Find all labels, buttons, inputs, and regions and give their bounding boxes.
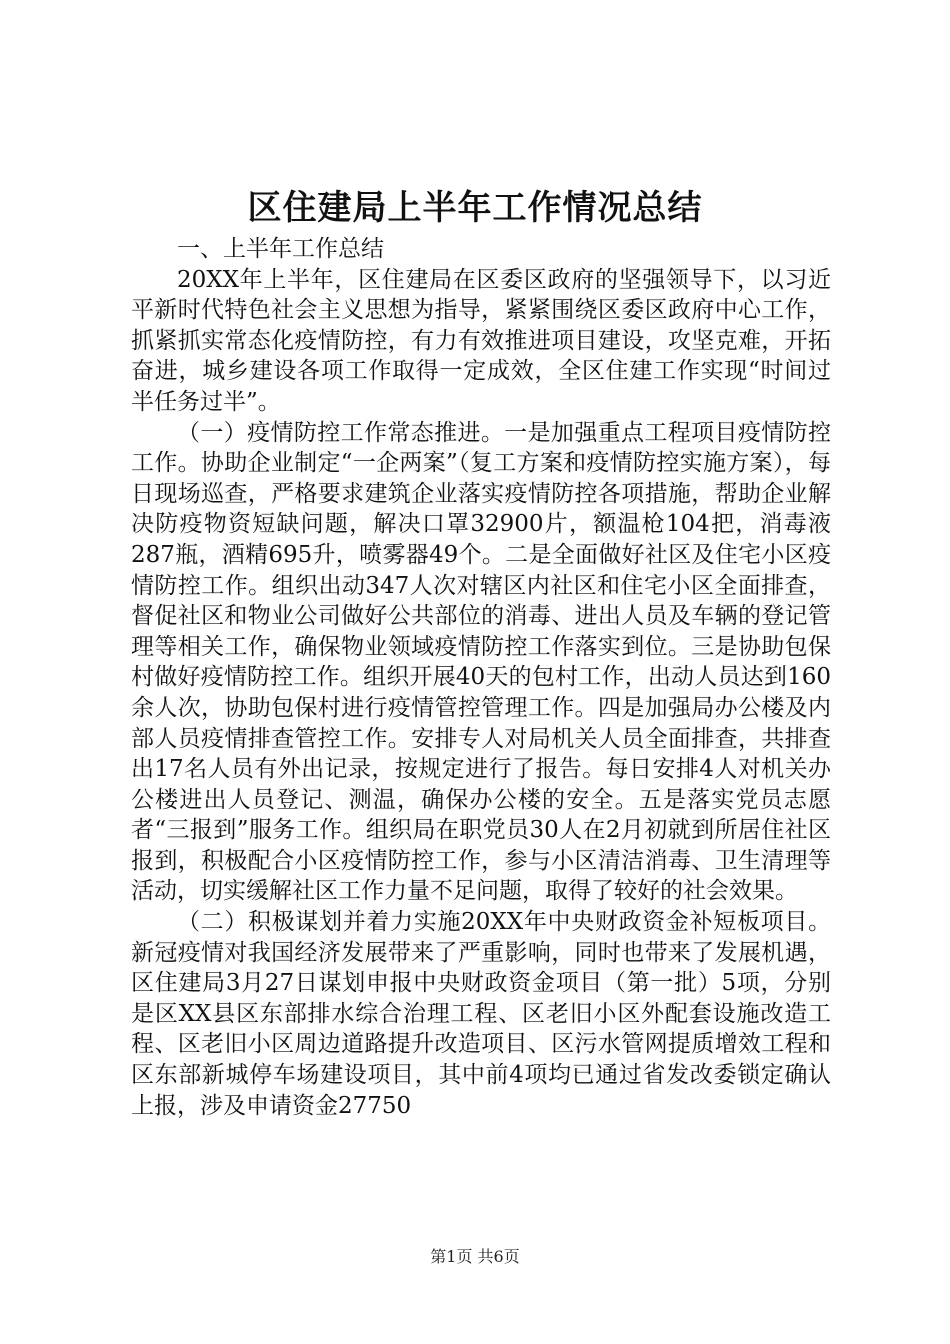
section-heading: 一、上半年工作总结 (177, 236, 384, 262)
document-title: 区住建局上半年工作情况总结 (247, 188, 703, 228)
paragraph-intro: 20XX年上半年，区住建局在区委区政府的坚强领导下，以习近平新时代特色社会主义思想为指导，紧紧围绕区委区政府中心工作，抓紧抓实常态化疫情防控，有力有效推进项目建设，攻坚克难，开拓奋进，城乡建设各项工作取得一定成效，全区住建工作实现“时间过半任务过半”。 (131, 266, 831, 415)
document-body (131, 234, 831, 1121)
paragraph-central-funds: （二）积极谋划并着力实施20XX年中央财政资金补短板项目。新冠疫情对我国经济发展带来了严重影响，同时也带来了发展机遇，区住建局3月27日谋划申报中央财政资金项目（第一批）5项，分别是区XX县区东部排水综合治理工程、区老旧小区外配套设施改造工程、区老旧小区周边道路提升改造项目、区污水管网提质增效工程和区东部新城停车场建设项目，其中前4项均已通过省发改委锁定确认上报，涉及申请资金27750 (131, 909, 831, 1119)
paragraph-epidemic-control: （一）疫情防控工作常态推进。一是加强重点工程项目疫情防控工作。协助企业制定“一企两案”（复工方案和疫情防控实施方案），每日现场巡查，严格要求建筑企业落实疫情防控各项措施，帮助企业解决防疫物资短缺问题，解决口罩32900片，额温枪104把，消毒液287瓶，酒精695升，喷雾器49个。二是全面做好社区及住宅小区疫情防控工作。组织出动347人次对辖区内社区和住宅小区全面排查，督促社区和物业公司做好公共部位的消毒、进出人员及车辆的登记管理等相关工作，确保物业领域疫情防控工作落实到位。三是协助包保村做好疫情防控工作。组织开展40天的包村工作，出动人员达到160余人次，协助包保村进行疫情管控管理工作。四是加强局办公楼及内部人员疫情排查管控工作。安排专人对局机关人员全面排查，共排查出17名人员有外出记录，按规定进行了报告。每日安排4人对机关办公楼进出人员登记、测温，确保办公楼的安全。五是落实党员志愿者“三报到”服务工作。组织局在职党员30人在2月初就到所居住社区报到，积极配合小区疫情防控工作，参与小区清洁消毒、卫生清理等活动，切实缓解社区工作力量不足问题，取得了较好的社会效果。 (131, 419, 831, 905)
page-number-footer: 第1页 共6页 (430, 1247, 520, 1266)
